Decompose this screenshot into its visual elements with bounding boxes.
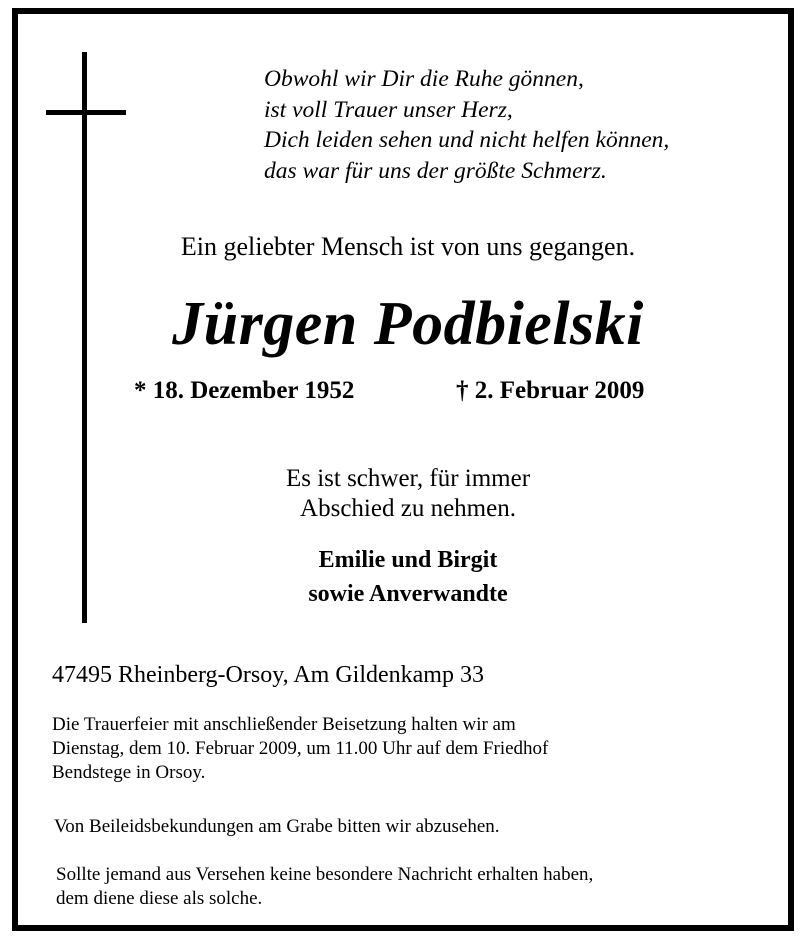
farewell-line: Abschied zu nehmen.	[300, 495, 516, 522]
intro-text: Ein geliebter Mensch ist von uns gegangen.	[180, 232, 636, 261]
poem-line: ist voll Trauer unser Herz,	[264, 96, 513, 123]
signer-line: sowie Anverwandte	[308, 581, 508, 607]
death-date: † 2. Februar 2009	[456, 377, 645, 404]
funeral-ceremony-info	[52, 713, 548, 785]
poem-line: das war für uns der größte Schmerz.	[264, 157, 607, 184]
cross-icon-horizontal-bar	[46, 110, 126, 115]
ceremony-line: Bendstege in Orsoy.	[52, 762, 206, 783]
poem-line: Dich leiden sehen und nicht helfen können,	[264, 127, 670, 153]
deceased-name: Jürgen Podbielski	[172, 290, 644, 358]
notification-notice	[56, 863, 593, 911]
condolence-request: Von Beileidsbekundungen am Grabe bitten wir abzusehen.	[54, 816, 500, 837]
obituary-frame	[12, 8, 794, 931]
notice-line: Sollte jemand aus Versehen keine besondere Nachricht erhalten haben,	[56, 864, 594, 885]
farewell-text	[18, 464, 798, 524]
poem-line: Obwohl wir Dir die Ruhe gönnen,	[264, 66, 584, 92]
ceremony-line: Dienstag, dem 10. Februar 2009, um 11.00 Uhr auf dem Friedhof	[52, 738, 549, 759]
farewell-line: Es ist schwer, für immer	[285, 465, 531, 492]
signers	[18, 543, 798, 611]
family-address: 47495 Rheinberg-Orsoy, Am Gildenkamp 33	[52, 662, 484, 688]
memorial-poem	[264, 64, 669, 186]
birth-date: * 18. Dezember 1952	[134, 377, 355, 404]
notice-line: dem diene diese als solche.	[56, 888, 263, 909]
ceremony-line: Die Trauerfeier mit anschließender Beisetzung halten wir am	[52, 714, 516, 735]
signer-line: Emilie und Birgit	[318, 547, 498, 573]
